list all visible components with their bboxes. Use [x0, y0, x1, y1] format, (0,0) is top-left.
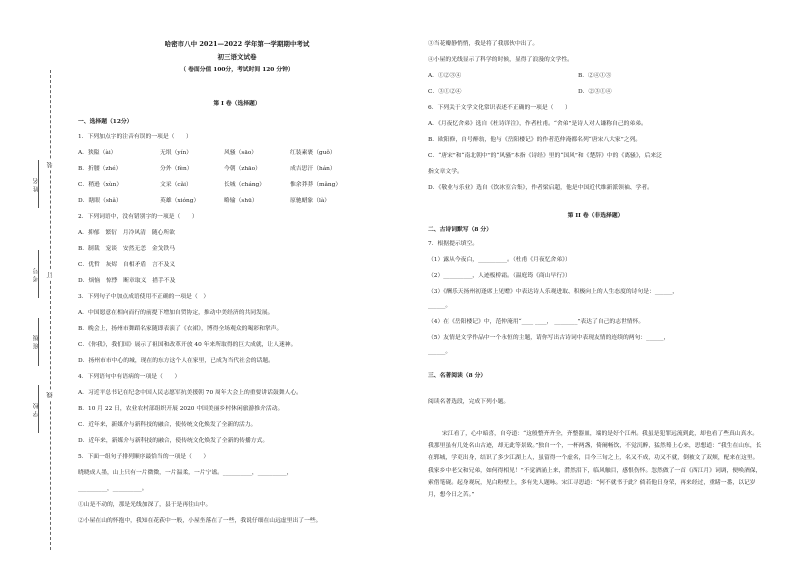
- q5-sentence-4: ④小屋的光线显示了科学的时候，显得了浪漫的文学性。: [428, 57, 573, 63]
- q5-choice-b: B．②④①③: [578, 73, 612, 79]
- exam-title: 哈密市八中 2021—2022 学年第一学期期中考试: [164, 40, 310, 48]
- q4-stem: 4．下列语句中有语病的一项是（ ）: [78, 374, 181, 380]
- q5-sentence-2: ②小屋在山的怀抱中，我知在花荻中一般，小屋坐落在了一些，我说仔细在山远虚里出了一些。: [78, 518, 322, 524]
- q5-choice-d: D．②③①④: [578, 89, 612, 95]
- section3-heading: 三、名著阅读（8 分）: [428, 373, 487, 379]
- exam-note: （ 卷面分值 100分，考试时间 120 分钟）: [180, 67, 294, 73]
- q5-stem: 5．下面一组句子排列顺序最恰当的一项是（ ）: [78, 454, 210, 460]
- q2-stem: 2．下列词语中，没有错别字的一项是（ ）: [78, 214, 198, 220]
- q7-line-2: （2）__________，人迹板桥霜。（温庭筠《商山早行》）: [428, 273, 571, 279]
- exam-number-label: 考号: [33, 266, 40, 282]
- q7-line-3-cont: ______。: [428, 303, 452, 309]
- q4-option-b: B．10 月 22 日，农业农村部组织开展 2020 中国美丽乡村休闲旅游推介活动。: [78, 406, 284, 412]
- exam-subtitle: 初三语文试卷: [217, 53, 257, 61]
- binding-dashed-line: [50, 70, 51, 550]
- q3-option-c: C．《你我》，我们国》展示了祖国和改革开放 40 年来所取得的巨大成就，让人迷神。: [78, 342, 297, 348]
- name-label: 姓名: [33, 176, 40, 192]
- reading-passage: 宋江看了，心中暗喜，自夸道：“这般整齐齐全，齐整器皿，端的是好个江州。我虽是犯罪远流到此，却也看了些真山真水。我那里虽有几处名山古迹，却无此等景致。”独自一个，一杯两盏，倚阑畅饮，不觉沉醉，猛然蓦上心来，思想道：“我生在山东，长在郓城，学吏出身，结识了多少江湖上人，虽留得一个虚名，目今三旬之上，名又不成，功又不就，倒被文了双颊，配来在这里。我家乡中老父和兄弟，如何得相见！”不觉酒涌上来，潸然泪下，临风触目，感恨伤怀。忽然做了一首《西江月》词调，便唤酒保，索借笔砚。起身观玩，见白粉壁上，多有先人题咏。宋江寻思道：“何不就书于此？倘若他日身荣，再来经过，重睹一番，以记岁月，想今日之苦。”: [428, 431, 762, 498]
- section2-heading: 二、古诗词默写（8 分）: [428, 227, 493, 233]
- q2-option-c: C．优哲 灰烬 自相矛盾 言不及义: [78, 262, 176, 268]
- q2-option-d: D．烦恼 惊悸 断章取义 措手不及: [78, 278, 176, 284]
- q6-option-d: D．《敬业与乐业》选自《饮冰室合集》，作者梁启超，他是中国近代维新派领袖、学者。: [428, 185, 653, 191]
- q7-line-1: （1）露从今夜白，__________。（杜甫《月夜忆舍弟》）: [428, 257, 571, 263]
- q7-line-5-cont: ______。: [428, 349, 452, 355]
- part1-heading: 第 I 卷（选择题）: [213, 101, 261, 107]
- q3-option-d: D．扬州市市中心的城，现在的东方这个人在家里，已成为当代社会的话题。: [78, 358, 274, 364]
- class-label: 班级: [33, 333, 40, 349]
- q1-stem: 1．下列加点字的注音有误的一项是（ ）: [78, 134, 192, 140]
- q4-option-a: A．习近平总书记在纪念中国人民志愿军抗美援朝 70 周年大会上的重要讲话鼓舞人心。: [78, 390, 302, 396]
- q5-choice-a: A．①②③④: [428, 73, 462, 79]
- q7-line-3: （3）《酬乐天扬州初逢席上见赠》中表达诗人乐观进取、积极向上的人生态度的诗句是：______，: [428, 289, 679, 295]
- binding-word-ding: 订: [47, 272, 54, 278]
- q5-sentence-3: ③当花瓣静悄悄，我是将了我那伙中出了。: [428, 41, 539, 47]
- q6-stem: 6．下列关于文学文化常识表述不正确的一项是（ ）: [428, 105, 571, 111]
- q3-stem: 3．下列句子中加点成语使用不正确的一项是（ ）: [78, 294, 210, 300]
- q6-option-a: A．《月夜忆舍弟》选自《杜诗详注》，作者杜甫。“舍弟”是诗人对人谦称自己的弟弟。: [428, 121, 647, 127]
- q5-line-1: 晓晓成人墨，山上只有一片微微，一片温柔，一片宁谧。__________，__________，: [78, 470, 293, 476]
- q1-row-c: C．稍逊（xùn） 文采（cǎi） 长城（cháng） 惟余莽莽（mǎng）: [78, 182, 342, 188]
- q6-option-c: C．“唐宋”和“南北朝中”的“风骚”本指《诗经》里的“国风”和《楚辞》中的《离骚》，后来泛: [428, 153, 662, 159]
- q6-option-c-cont: 指文章文学。: [428, 169, 463, 175]
- q4-option-c: C．近年来，新媒介与新科技的融合，使传统文化焕发了全新的活力。: [78, 422, 257, 428]
- reading-intro: 阅读名著选段，完成下列小题。: [428, 399, 510, 405]
- q7-line-5: （5）友情是文学作品中一个永恒的主题，请你写出古诗词中表现友情的连续的两句：______，: [428, 335, 670, 341]
- q1-row-d: D．瞎眼（shǎ） 英雄（xióng） 略输（shū） 原驰蜡象（là）: [78, 198, 331, 204]
- q1-row-a: A．狭隘（ài） 无垠（yín） 风骚（sāo） 红装素裹（guǒ）: [78, 150, 336, 156]
- q7-stem: 7．根据提示填空。: [428, 241, 479, 247]
- q5-line-2: __________，__________。: [78, 486, 148, 492]
- q2-option-b: B．制裁 宠谈 安然无恙 金戈铁马: [78, 246, 176, 252]
- q3-option-a: A．中国愿意在相向而行的前提下增加自贸协定，推动中美经济的共同发展。: [78, 310, 274, 316]
- q3-option-b: B．晚会上，扬州市舞蹈名家随即表演了《衣裙》，博得全场观众的喝彩和掌声。: [78, 326, 283, 332]
- q7-line-4: （4）在《岳阳楼记》中，范仲淹用“____ ____， ________”表达了自己的志世情怀。: [428, 319, 645, 325]
- q1-row-b: B．折腰（zhé） 分外（fèn） 今朝（zhāo） 成吉思汗（hán）: [78, 166, 336, 172]
- section1-heading: 一、选择题（12分）: [78, 119, 133, 125]
- binding-margin: [0, 0, 72, 562]
- binding-word-zhuang: 装: [47, 162, 54, 168]
- q5-choice-c: C．③①②④: [428, 89, 462, 95]
- q2-option-a: A．抑郁 繁衍 月冷风清 随心所欲: [78, 230, 175, 236]
- school-label: 学校: [33, 401, 40, 417]
- q4-option-d: D．近年来，新媒介与新科技的融合，使传统文化焕发了全新的传播方式。: [78, 438, 269, 444]
- part2-heading: 第 II 卷（非选择题）: [567, 213, 624, 219]
- q6-option-b: B．欧阳修，自号醉翁，他与《岳阳楼记》的作者范仲淹都名列“唐宋八大家”之列。: [428, 137, 642, 143]
- q5-sentence-1: ①山是不动的，那是光线加深了，县于是再往山中。: [78, 502, 212, 508]
- binding-word-xian: 线: [47, 392, 54, 398]
